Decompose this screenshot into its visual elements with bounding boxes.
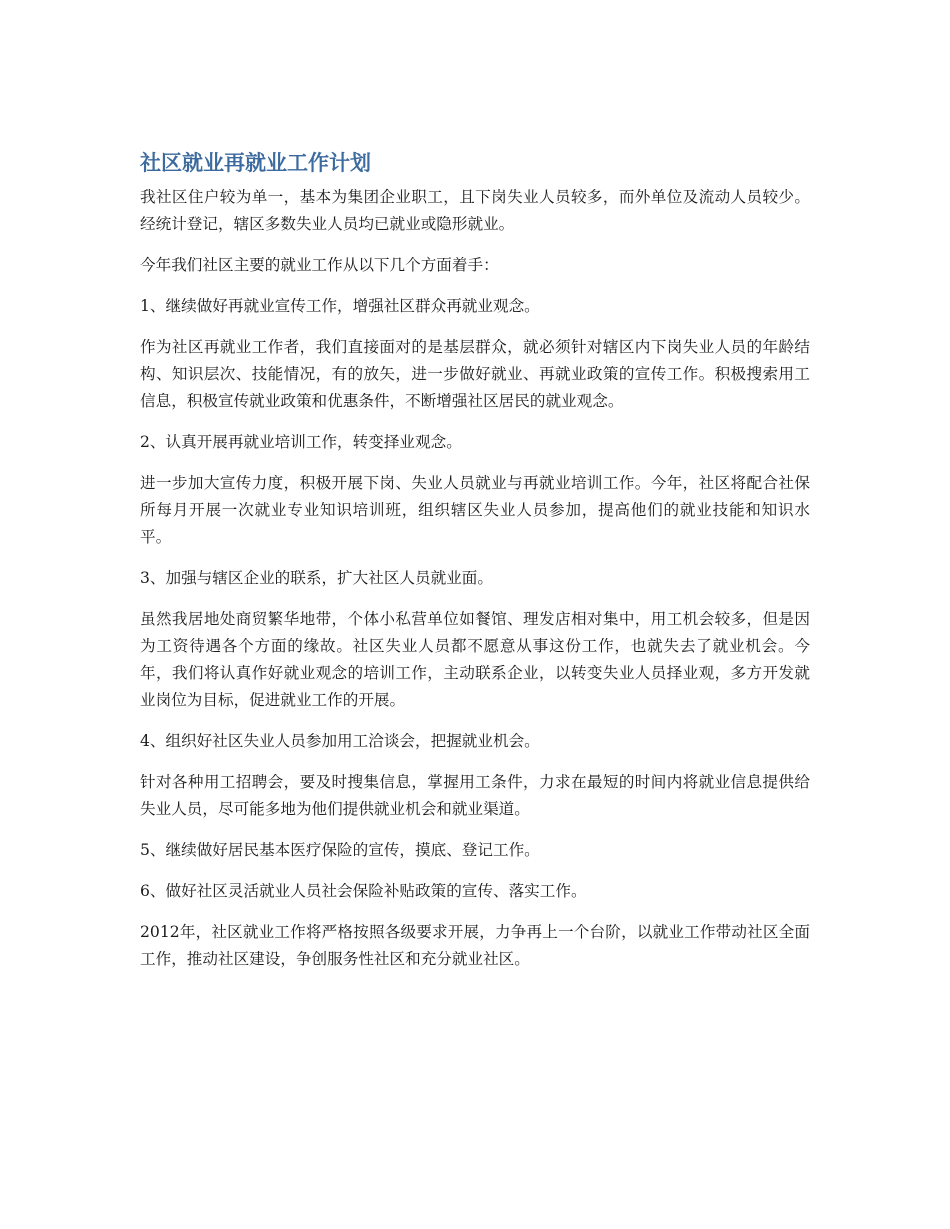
intro-paragraph: 我社区住户较为单一，基本为集团企业职工，且下岗失业人员较多，而外单位及流动人员较少。经统计登记，辖区多数失业人员均已就业或隐形就业。 bbox=[140, 188, 810, 233]
document-page bbox=[140, 148, 810, 987]
section-heading-2: 2、认真开展再就业培训工作，转变择业观念。 bbox=[140, 433, 462, 451]
section-heading-6: 6、做好社区灵活就业人员社会保险补贴政策的宣传、落实工作。 bbox=[140, 882, 587, 900]
section-heading-3: 3、加强与辖区企业的联系，扩大社区人员就业面。 bbox=[140, 569, 493, 587]
document-title: 社区就业再就业工作计划 bbox=[140, 151, 371, 175]
section-heading-5: 5、继续做好居民基本医疗保险的宣传，摸底、登记工作。 bbox=[140, 841, 540, 859]
section-heading-1: 1、继续做好再就业宣传工作，增强社区群众再就业观念。 bbox=[140, 297, 540, 315]
section-body-4: 针对各种用工招聘会，要及时搜集信息，掌握用工条件，力求在最短的时间内将就业信息提供给失业人员，尽可能多地为他们提供就业机会和就业渠道。 bbox=[140, 773, 810, 818]
section-body-1: 作为社区再就业工作者，我们直接面对的是基层群众，就必须针对辖区内下岗失业人员的年龄结构、知识层次、技能情况，有的放矢，进一步做好就业、再就业政策的宣传工作。积极搜索用工信息，积极宣传就业政策和优惠条件，不断增强社区居民的就业观念。 bbox=[140, 338, 810, 410]
section-body-2: 进一步加大宣传力度，积极开展下岗、失业人员就业与再就业培训工作。今年，社区将配合社保所每月开展一次就业专业知识培训班，组织辖区失业人员参加，提高他们的就业技能和知识水平。 bbox=[140, 474, 810, 546]
closing-paragraph: 2012年，社区就业工作将严格按照各级要求开展，力争再上一个台阶，以就业工作带动社区全面工作，推动社区建设，争创服务性社区和充分就业社区。 bbox=[140, 923, 810, 968]
overview-paragraph: 今年我们社区主要的就业工作从以下几个方面着手： bbox=[140, 256, 499, 274]
section-heading-4: 4、组织好社区失业人员参加用工洽谈会，把握就业机会。 bbox=[140, 732, 540, 750]
section-body-3: 虽然我居地处商贸繁华地带，个体小私营单位如餐馆、理发店相对集中，用工机会较多，但是因为工资待遇各个方面的缘故。社区失业人员都不愿意从事这份工作，也就失去了就业机会。今年，我们将认真作好就业观念的培训工作，主动联系企业，以转变失业人员择业观，多方开发就业岗位为目标，促进就业工作的开展。 bbox=[140, 610, 810, 709]
